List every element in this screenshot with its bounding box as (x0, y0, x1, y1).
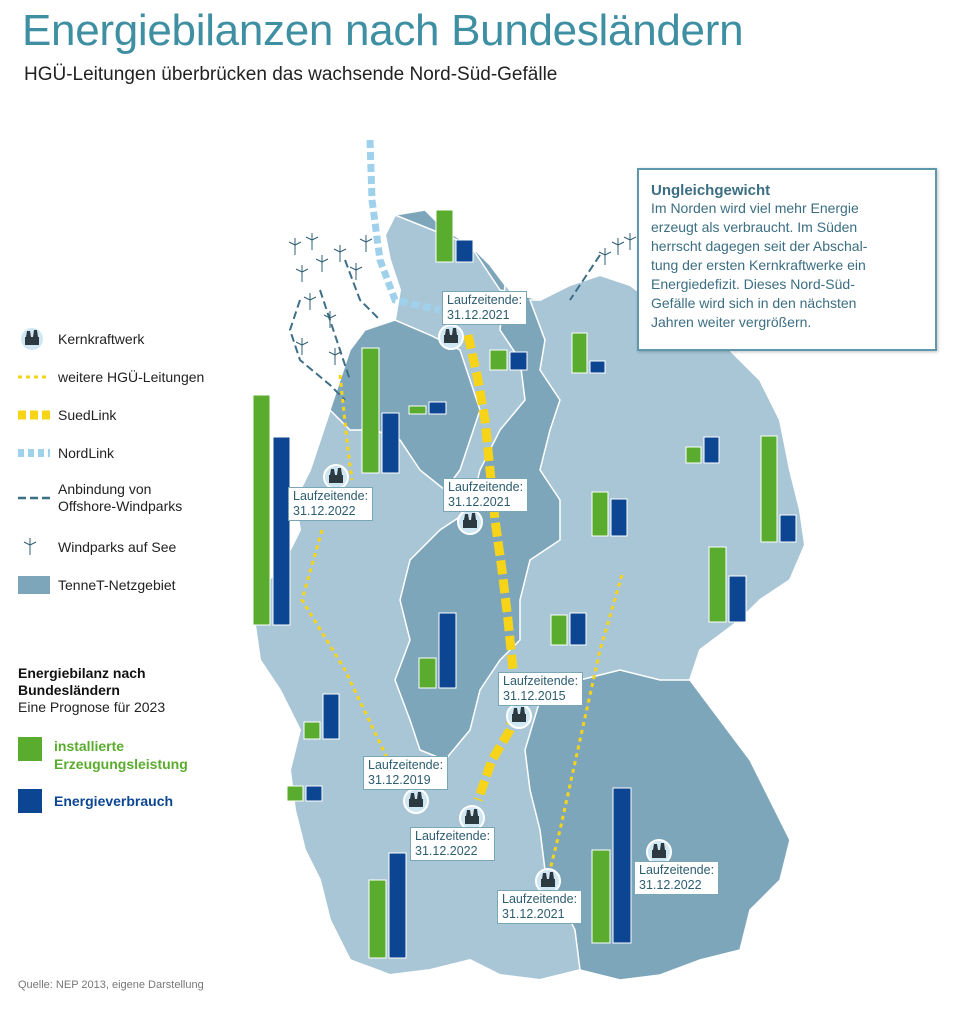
consumption-bar-mecklenburg (590, 361, 605, 373)
plant-label-line2: 31.12.2015 (503, 689, 566, 703)
consumption-bar-hamburg (510, 352, 527, 370)
consumption-bar-bayern (613, 788, 631, 943)
info-box (637, 168, 937, 351)
installed-bar-sachsen (709, 547, 726, 622)
installed-bar-saarland (287, 786, 303, 801)
nuclear-plant-icon (404, 789, 428, 813)
consumption-bar-berlin (704, 437, 719, 463)
plant-label-northwest (288, 487, 373, 521)
legend-tennet (18, 570, 176, 600)
consumption-bar-schleswig-holstein (456, 240, 473, 262)
plant-label-southwest (363, 756, 448, 790)
installed-bar-sachsen-anhalt (592, 492, 608, 536)
consumption-bar-sachsen (729, 576, 746, 622)
installed-bar-thueringen (551, 615, 567, 645)
plant-label-line2: 31.12.2021 (447, 308, 510, 322)
info-body: Im Norden wird viel mehr Energie erzeugt als verbraucht. Im Süden herrscht dagegen seit der Abschal- tung der ersten Kernkraftwerke ein Energiedefizit. Dieses Nord-Süd- Gefälle wird sich in den nächsten Jahren weiter vergrößern. (651, 200, 868, 330)
consumption-bar-brandenburg (780, 515, 796, 542)
plant-label-line1: Laufzeitende: (293, 489, 369, 503)
legend-offshore-connection (18, 478, 182, 518)
source-note: Quelle: NEP 2013, eigene Darstellung (18, 979, 204, 991)
consumption-bar-thueringen (570, 613, 586, 645)
installed-bar-mecklenburg (572, 333, 587, 373)
legend-label: Kernkraftwerk (58, 330, 145, 347)
plant-label-line1: Laufzeitende: (503, 674, 579, 688)
installed-bar-baden-wuerttemberg (369, 880, 386, 958)
installed-bar-hessen (419, 658, 436, 688)
legend-label: Windparks auf See (58, 538, 177, 555)
installed-bar-brandenburg (761, 436, 777, 542)
nuclear-plant-icon (507, 704, 531, 728)
installed-swatch (18, 737, 42, 761)
nuclear-plant-icon (18, 325, 46, 353)
installed-bar-schleswig-holstein (436, 210, 453, 262)
balance-legend (18, 665, 248, 809)
legend-label: TenneT-Netzgebiet (58, 576, 176, 593)
installed-key (18, 737, 188, 773)
consumption-bar-saarland (306, 786, 322, 801)
installed-bar-niedersachsen-west (362, 348, 379, 473)
legend-label: SuedLink (58, 406, 117, 423)
nuclear-plant-icon (439, 325, 463, 349)
info-heading: Ungleichgewicht (651, 182, 771, 199)
consumption-key (18, 789, 173, 813)
plant-label-line1: Laufzeitende: (448, 480, 524, 494)
plant-label-line1: Laufzeitende: (502, 892, 578, 906)
plant-label-line2: 31.12.2022 (639, 878, 702, 892)
nordlink-icon (18, 446, 52, 460)
plant-label-line2: 31.12.2021 (502, 907, 565, 921)
plant-label-line1: Laufzeitende: (447, 293, 523, 307)
consumption-bar-hessen (439, 613, 456, 688)
consumption-bar-bremen (429, 402, 446, 414)
consumption-bar-niedersachsen (273, 437, 290, 625)
consumption-bar-baden-wuerttemberg (389, 853, 406, 958)
page-title: Energiebilanzen nach Bundesländern (22, 6, 744, 55)
installed-bar-berlin (686, 447, 701, 463)
dotted-yellow-line-icon (18, 372, 52, 382)
consumption-label: Energieverbrauch (54, 793, 174, 809)
suedlink-icon (18, 408, 52, 422)
page-subtitle: HGÜ-Leitungen überbrücken das wachsende Nord-Süd-Gefälle (24, 64, 558, 85)
plant-label-line1: Laufzeitende: (368, 758, 444, 772)
installed-label: installierte Erzeugungsleistung (54, 738, 188, 772)
offshore-connection-icon (18, 493, 52, 503)
consumption-bar-sachsen-anhalt (611, 499, 627, 536)
installed-bar-niedersachsen (253, 395, 270, 625)
legend-label: NordLink (58, 444, 115, 461)
legend-windparks (18, 532, 176, 562)
plant-label-line2: 31.12.2022 (415, 844, 478, 858)
plant-label-north (442, 291, 527, 325)
legend-other-hvdc (18, 362, 204, 392)
plant-label-line1: Laufzeitende: (415, 829, 491, 843)
legend-label: weitere HGÜ-Leitungen (58, 368, 205, 385)
plant-label-neckarwestheim (410, 827, 495, 861)
tennet-area-swatch (18, 576, 50, 594)
installed-bar-rheinland-pfalz (304, 722, 320, 739)
plant-label-line2: 31.12.2021 (448, 495, 511, 509)
consumption-bar-niedersachsen-west (382, 413, 399, 473)
consumption-bar-rheinland-pfalz (323, 694, 339, 739)
plant-label-grafenrheinfeld (498, 672, 583, 706)
legend-label: Anbindung von Offshore-Windparks (58, 481, 183, 514)
installed-bar-bremen (409, 406, 426, 414)
nuclear-plant-icon (458, 510, 482, 534)
plant-label-line1: Laufzeitende: (639, 863, 715, 877)
legend-suedlink (18, 400, 116, 430)
plant-label-line2: 31.12.2022 (293, 504, 356, 518)
plant-label-gundremmingen (497, 890, 582, 924)
installed-bar-hamburg (490, 350, 507, 370)
plant-label-center (443, 478, 528, 512)
installed-bar-bayern (592, 850, 610, 943)
wind-turbine-icon (18, 535, 42, 559)
plant-label-line2: 31.12.2019 (368, 773, 431, 787)
consumption-swatch (18, 789, 42, 813)
balance-title: Energiebilanz nach Bundesländern (18, 665, 146, 698)
balance-subtitle: Eine Prognose für 2023 (18, 699, 166, 715)
nuclear-plant-icon (324, 465, 348, 489)
plant-label-isar (634, 861, 719, 895)
legend-nordlink (18, 438, 114, 468)
legend-nuclear (18, 324, 144, 354)
